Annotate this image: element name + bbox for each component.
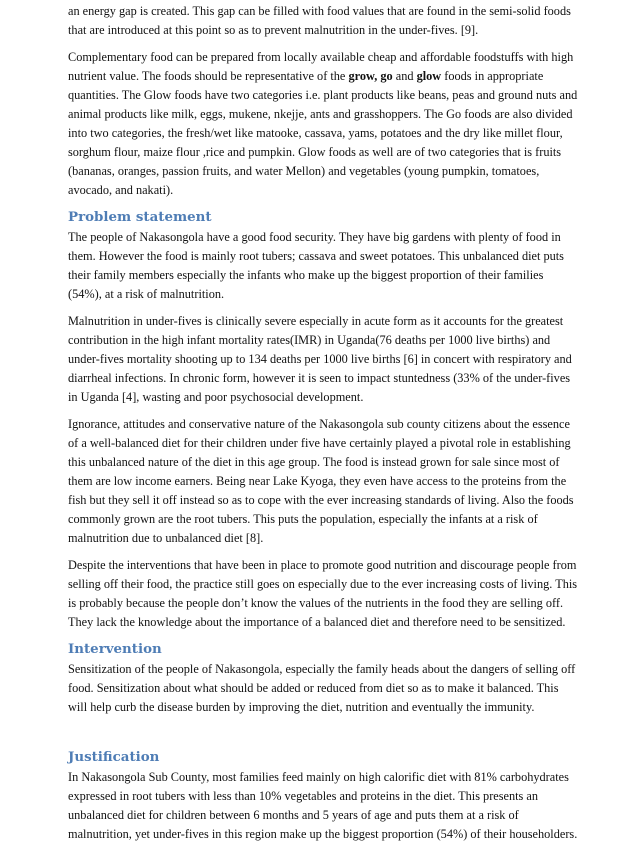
- intro-p2-bold-grow-go: grow, go: [348, 69, 393, 83]
- intro-paragraph-2: [68, 48, 580, 200]
- justification-paragraph-1: In Nakasongola Sub County, most families feed mainly on high calorific diet with 81% carbohydrates expressed in root tubers with less than 10% vegetables and proteins in the diet. This presents an unbalanced diet for children between 6 months and 5 years of age and puts them at a risk of malnutrition, yet under-fives in this region make up the biggest proportion (54%) of their householders.: [68, 770, 578, 841]
- problem-statement-heading: Problem statement: [68, 209, 212, 225]
- intervention-paragraph-1: Sensitization of the people of Nakasongola, especially the family heads about the dangers of selling off food. Sensitization about what should be added or reduced from diet so as to make it balanced. This will help curb the disease burden by improving the diet, nutrition and eventually the immunity.: [68, 662, 576, 714]
- problem-paragraph-3: Ignorance, attitudes and conservative nature of the Nakasongola sub county citizens about the essence of a well-balanced diet for their children under five have certainly played a pivotal role in establishing this unbalanced nature of the diet in this age group. The food is instead grown for sale since most of them are low income earners. Being near Lake Kyoga, they even have access to the proteins from the fish but they sell it off instead so as to cope with the ever increasing standards of living. Also the foods commonly grown are the root tubers. This puts the population, especially the infants at a risk of malnutrition due to unbalanced diet [8].: [68, 417, 574, 545]
- intro-p2-bold-glow: glow: [416, 69, 442, 83]
- intro-p2-text-1: Complementary food can be prepared from locally available cheap and affordable foodstuffs with high nutrient value. The foods should be representative of the: [68, 50, 574, 83]
- intervention-heading: Intervention: [68, 641, 162, 657]
- justification-heading: Justification: [68, 749, 160, 765]
- problem-paragraph-4: Despite the interventions that have been in place to promote good nutrition and discourage people from selling off their food, the practice still goes on especially due to the ever increasing costs of living. This is probably because the people don’t know the values of the nutrients in the food they are selling off. They lack the knowledge about the importance of a balanced diet and therefore need to be sensitized.: [68, 558, 578, 629]
- problem-paragraph-1: The people of Nakasongola have a good food security. They have big gardens with plenty of food in them. However the food is mainly root tubers; cassava and sweet potatoes. This unbalanced diet puts their family members especially the infants who make up the biggest proportion of their families (54%), at a risk of malnutrition.: [68, 230, 564, 301]
- intro-p2-text-2: foods in appropriate quantities. The Glow foods have two categories i.e. plant products like beans, peas and ground nuts and animal products like milk, eggs, mukene, nkejje, ants and grasshoppers. The Go foods are also divided into two categories, the fresh/wet like matooke, cassava, yams, potatoes and the dry like millet flour, sorghum flour, maize flour ,rice and pumpkin. Glow foods as well are of two categories that is fruits (bananas, oranges, passion fruits, and water Mellon) and vegetables (young pumpkin, tomatoes, avocado, and nakati).: [68, 69, 578, 197]
- document-page: [68, 0, 580, 844]
- intro-p2-and: and: [392, 69, 417, 83]
- problem-paragraph-2: Malnutrition in under-fives is clinically severe especially in acute form as it accounts for the greatest contribution in the high infant mortality rates(IMR) in Uganda(76 deaths per 1000 live births) and under-fives mortality shooting up to 134 deaths per 1000 live births [6] in concert with respiratory and diarrheal infections. In chronic form, however it is seen to impact stuntedness (33% of the under-fives in Uganda [4], wasting and poor psychosocial development.: [68, 314, 572, 404]
- intro-paragraph-1: an energy gap is created. This gap can be filled with food values that are found in the semi-solid foods that are introduced at this point so as to prevent malnutrition in the under-fives. [9].: [68, 4, 571, 37]
